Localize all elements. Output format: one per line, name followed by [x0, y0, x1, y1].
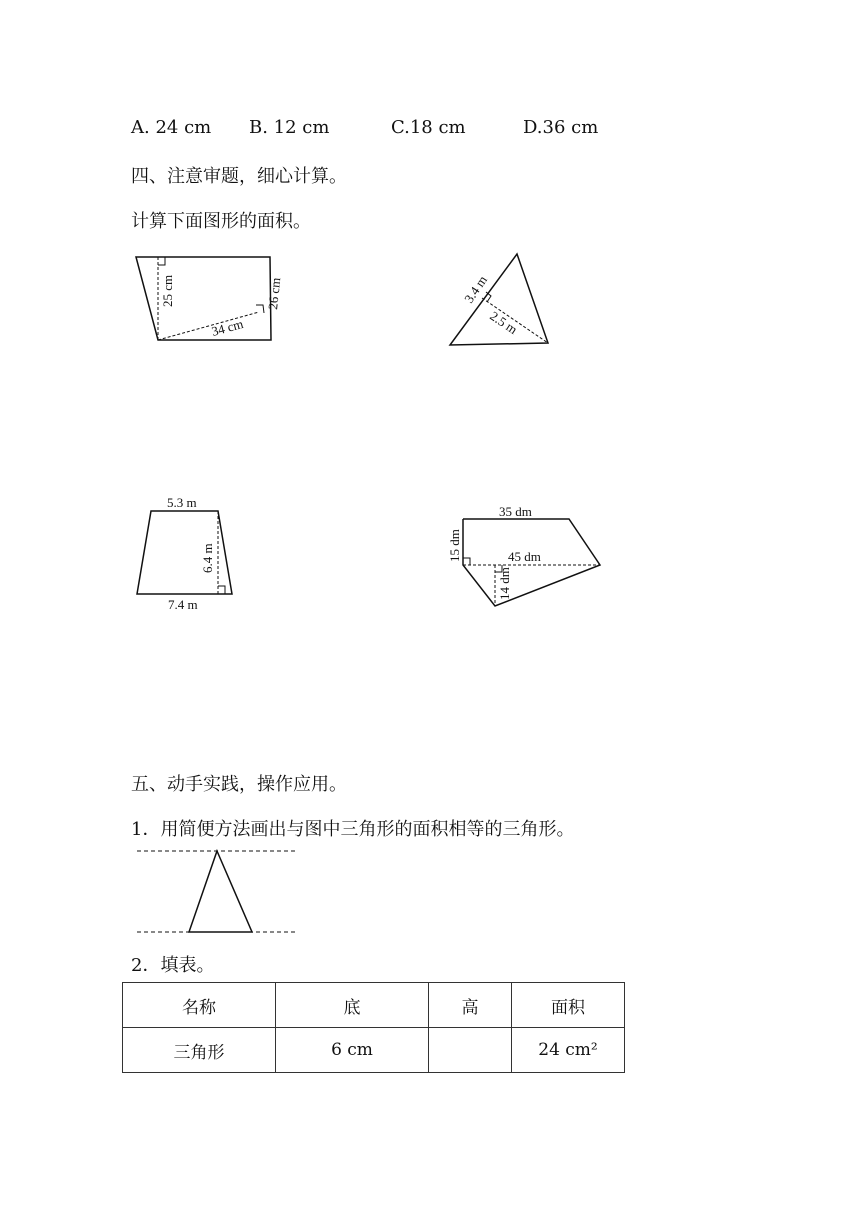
triangle-figure: [445, 248, 560, 348]
section-4-instruction: 计算下面图形的面积。: [131, 211, 311, 232]
header-base: 底: [276, 983, 429, 1028]
top-label-35dm: 35 dm: [499, 504, 532, 519]
section-5-heading: 五、动手实践，操作应用。: [131, 774, 347, 795]
mid-label-45dm: 45 dm: [508, 549, 541, 564]
header-area: 面积: [512, 983, 625, 1028]
left-label-15dm: 15 dm: [447, 529, 462, 562]
height-label-6-4m: 6.4 m: [200, 543, 215, 573]
option-b: B. 12 cm: [249, 117, 330, 138]
header-height: 高: [429, 983, 512, 1028]
option-d: D.36 cm: [523, 117, 599, 138]
table-header-row: [123, 983, 625, 1028]
header-name: 名称: [123, 983, 276, 1028]
composite-figure: [445, 500, 610, 615]
table-row: [123, 1028, 625, 1073]
option-c: C.18 cm: [391, 117, 466, 138]
cell-name: 三角形: [123, 1028, 276, 1073]
side-label-3-4m: 3.4 m: [461, 272, 491, 306]
height-label-14dm: 14 dm: [497, 567, 512, 600]
side-label-26cm: 26 cm: [265, 276, 284, 311]
bottom-label-7-4m: 7.4 m: [168, 597, 198, 612]
diagonal-label-34cm: 34 cm: [209, 316, 245, 339]
height-label-2-5m: 2.5 m: [487, 308, 521, 338]
top-label-5-3m: 5.3 m: [167, 495, 197, 510]
equal-area-triangle-figure: [130, 845, 305, 940]
fill-in-table: [122, 982, 625, 1073]
trapezoid-figure: [130, 493, 240, 618]
task-2-text: 2．填表。: [131, 955, 215, 976]
cell-height-blank[interactable]: [429, 1028, 512, 1073]
parallelogram-figure: [125, 248, 285, 348]
cell-area: 24 cm²: [512, 1028, 625, 1073]
option-a: A. 24 cm: [131, 117, 212, 138]
task-1-text: 1．用简便方法画出与图中三角形的面积相等的三角形。: [131, 819, 575, 840]
section-4-heading: 四、注意审题，细心计算。: [131, 166, 347, 187]
cell-base: 6 cm: [276, 1028, 429, 1073]
height-label-25cm: 25 cm: [160, 274, 175, 307]
